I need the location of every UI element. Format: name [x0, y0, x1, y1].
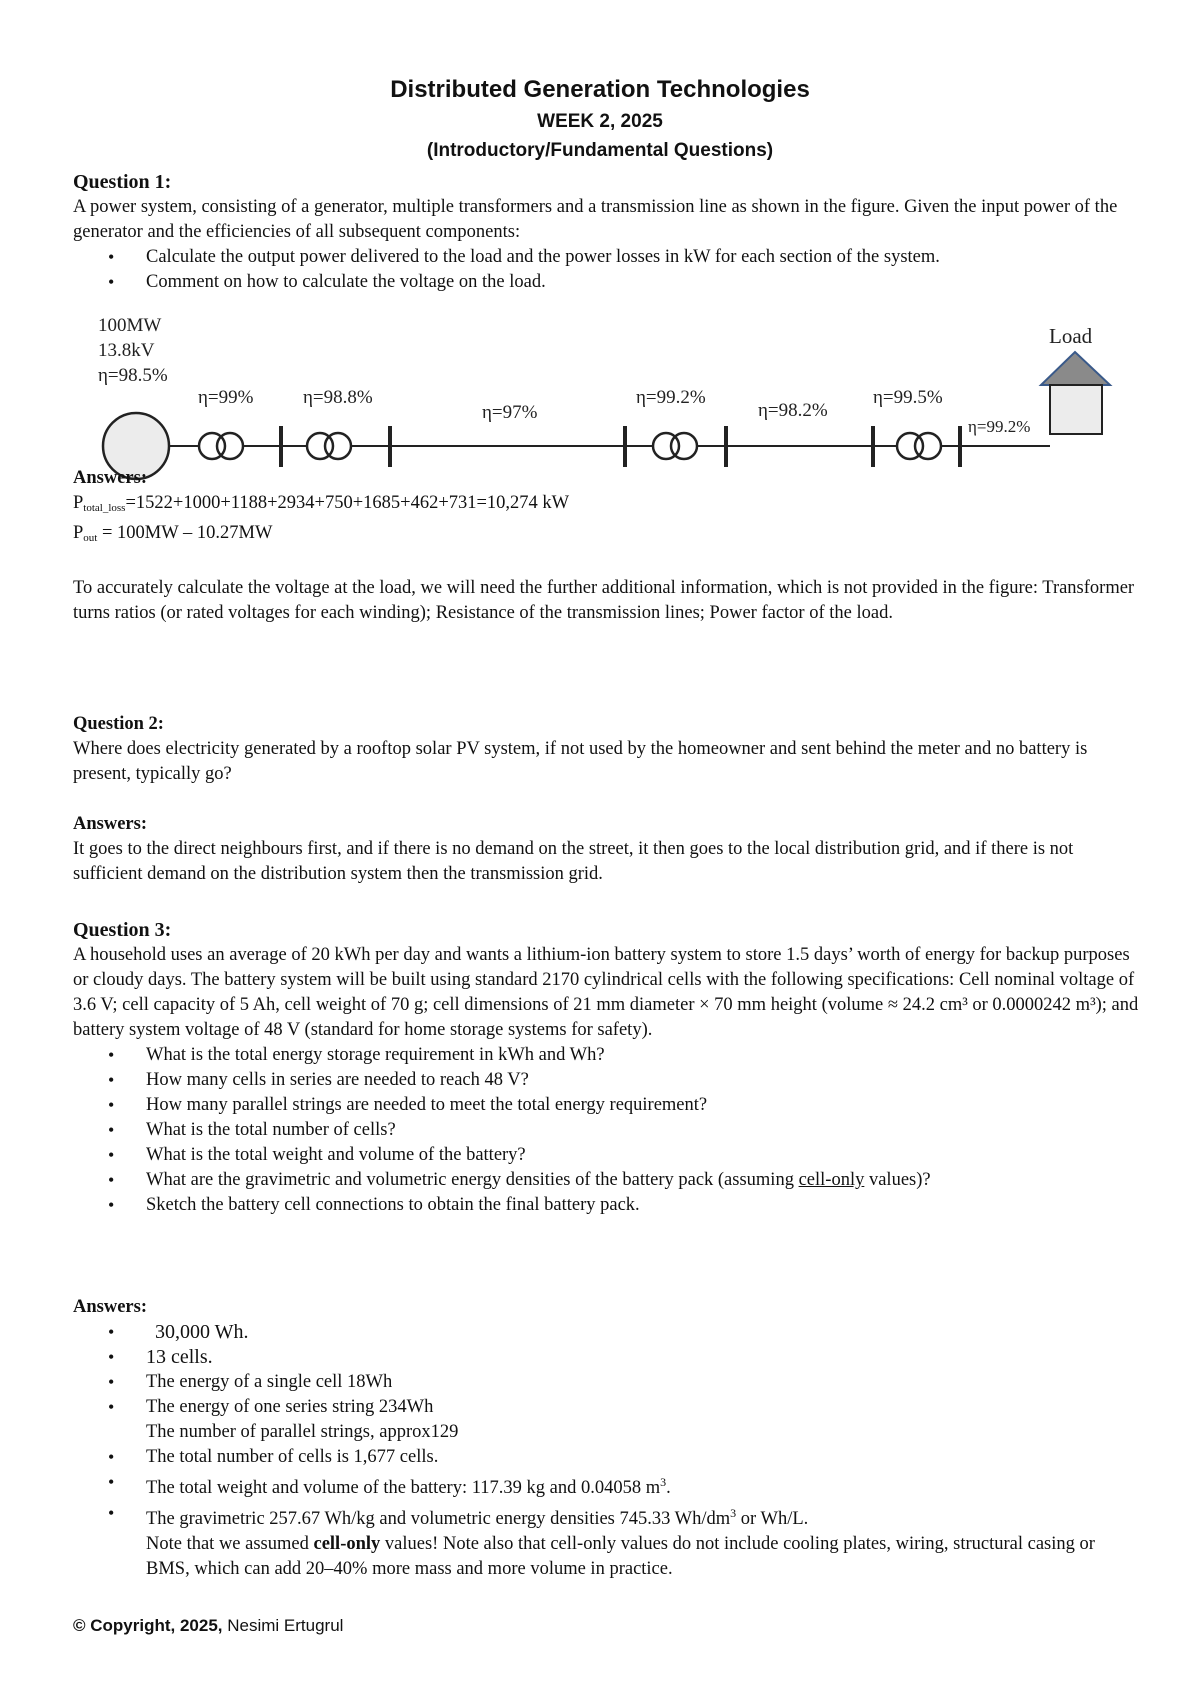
load-house-icon	[1050, 385, 1102, 434]
list-item: • Comment on how to calculate the voltage on the load.	[73, 270, 1143, 295]
transformer-symbol	[325, 433, 351, 459]
efficiency-label: η=99%	[198, 387, 254, 408]
list-item: • What is the total weight and volume of the battery?	[73, 1143, 1143, 1168]
output-power-equation: $P_{out} = 100MW - 10.27MW$	[73, 523, 273, 544]
question-3-answers	[73, 1295, 1143, 1582]
voltage-note: To accurately calculate the voltage at the load, we will need the further additional information, which is not provided in the figure: Transformer turns ratios (or rated voltages for each winding); Resistance of the transmission lines; Power factor of the load.	[73, 578, 1135, 623]
answers-list	[73, 1320, 1143, 1532]
generator-voltage-label: 13.8kV	[98, 340, 155, 361]
list-item: • Sketch the battery cell connections to obtain the final battery pack.	[73, 1193, 1143, 1218]
question-1-answers	[73, 466, 1143, 626]
answers-heading: Answers:	[73, 814, 147, 834]
document-title: Distributed Generation Technologies	[390, 76, 810, 103]
question-3-heading: Question 3:	[73, 919, 172, 941]
transformer-symbol	[915, 433, 941, 459]
document-subtitle: (Introductory/Fundamental Questions)	[426, 140, 774, 161]
question-2-answer: It goes to the direct neighbours first, and if there is no demand on the street, it then goes to the local distribution grid, and if there is not sufficient demand on the distribution system then the transmission grid.	[73, 839, 1074, 884]
question-2	[73, 712, 1143, 887]
list-item: • What is the total energy storage requirement in kWh and Wh?	[73, 1043, 1143, 1068]
answers-heading: Answers:	[73, 1297, 147, 1317]
question-1-intro: A power system, consisting of a generator, multiple transformers and a transmission line as shown in the figure. Given the input power of the generator and the efficiencies of all subsequent components:	[73, 197, 1118, 242]
efficiency-label: η=98.8%	[303, 387, 373, 408]
question-1	[73, 170, 1143, 295]
question-2-heading: Question 2:	[73, 714, 164, 734]
list-item: • The energy of one series string 234Wh The number of parallel strings, approx129	[73, 1395, 1143, 1445]
question-3-list	[73, 1043, 1143, 1218]
copyright-footer: © Copyright, 2025, Nesimi Ertugrul	[73, 1616, 344, 1635]
list-item: • The gravimetric 257.67 Wh/kg and volumetric energy densities 745.33 $Wh/dm^3$ or Wh/L.	[73, 1501, 1143, 1532]
question-1-heading: Question 1:	[73, 171, 172, 193]
list-item: • How many parallel strings are needed to meet the total energy requirement?	[73, 1093, 1143, 1118]
efficiency-label: η=97%	[482, 402, 538, 423]
efficiency-label: η=99.2%	[636, 387, 706, 408]
question-3-text: A household uses an average of 20 kWh per day and wants a lithium-ion battery system to store 1.5 days’ worth of energy for backup purposes or cloudy days. The battery system will be built using standard 2170 cylindrical cells with the following specifications: Cell nominal voltage of 3.6 V; cell capacity of 5 Ah, cell weight of 70 g; cell dimensions of 21 mm diameter × 70 mm height (volume ≈ 24.2 cm³ or 0.0000242 m³); and battery system voltage of 48 V (standard for home storage systems for safety).	[73, 945, 1139, 1040]
list-item: • 30,000 Wh.	[73, 1320, 1143, 1345]
list-item: • What is the total number of cells?	[73, 1118, 1143, 1143]
list-item: • The energy of a single cell 18Wh	[73, 1370, 1143, 1395]
list-item: • 13 cells.	[73, 1345, 1143, 1370]
efficiency-label: η=98.2%	[758, 400, 828, 421]
generator-efficiency-label: η=98.5%	[98, 365, 168, 386]
power-system-diagram	[88, 312, 1128, 487]
list-item: • The total number of cells is 1,677 cells.	[73, 1445, 1143, 1470]
transformer-symbol	[671, 433, 697, 459]
question-3	[73, 918, 1143, 1218]
question-1-list	[73, 245, 1143, 295]
list-item: • What are the gravimetric and volumetric energy densities of the battery pack (assuming cell-only values)?	[73, 1168, 1143, 1193]
answers-heading: Answers:	[73, 468, 147, 488]
efficiency-label: η=99.5%	[873, 387, 943, 408]
total-loss-equation: $P_{total\_loss}=1522+1000+1188+2934+750+1685+462+731=10,274$ kW	[73, 493, 570, 514]
list-item: • How many cells in series are needed to reach 48 V?	[73, 1068, 1143, 1093]
list-item: • The total weight and volume of the battery: 117.39 kg and 0.04058 $m^3$.	[73, 1470, 1143, 1501]
load-label: Load	[1049, 324, 1093, 348]
list-item: • Calculate the output power delivered to the load and the power losses in kW for each section of the system.	[73, 245, 1143, 270]
question-2-text: Where does electricity generated by a rooftop solar PV system, if not used by the homeowner and sent behind the meter and no battery is present, typically go?	[73, 739, 1088, 784]
document-week: WEEK 2, 2025	[537, 111, 663, 132]
load-roof	[1041, 352, 1110, 385]
generator-power-label: 100MW	[98, 315, 162, 336]
cell-only-note: Note that we assumed cell-only values! Note also that cell-only values do not include cooling plates, wiring, structural casing or BMS, which can add 20–40% more mass and more volume in practice.	[146, 1534, 1095, 1580]
efficiency-label: η=99.2%	[968, 417, 1031, 436]
transformer-symbol	[217, 433, 243, 459]
